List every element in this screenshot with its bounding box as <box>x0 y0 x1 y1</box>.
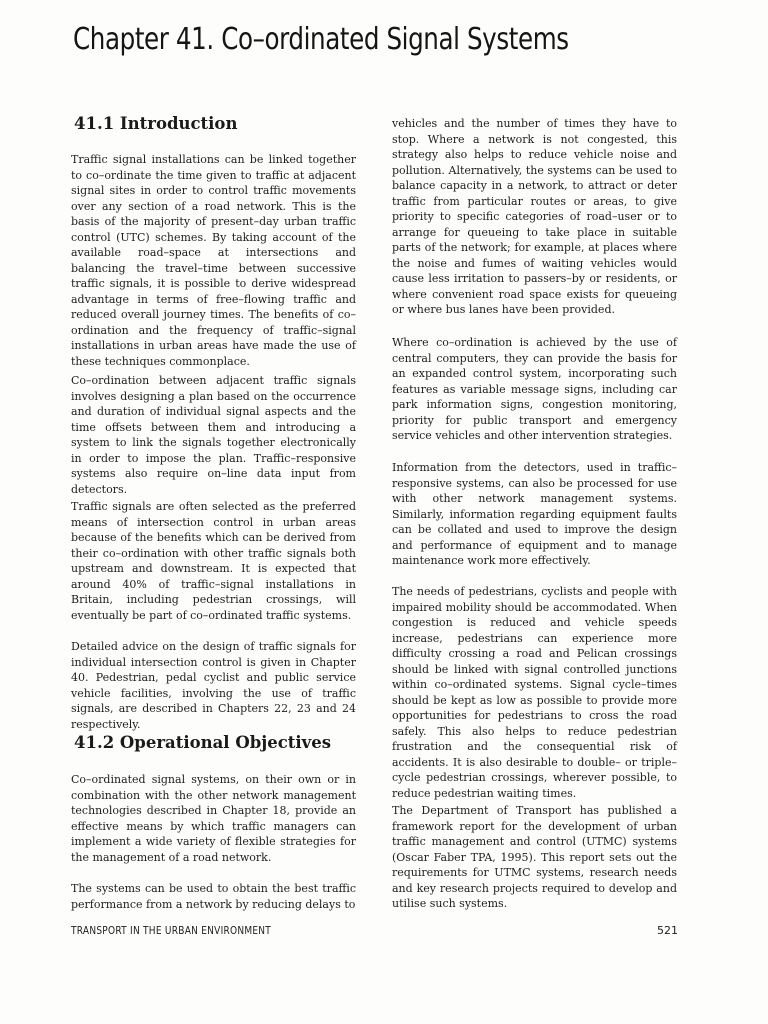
paragraph: vehicles and the number of times they have to stop. Where a network is not congested, this strategy also helps to reduce vehicle noise and pollution. Alternatively, the systems can be used to balance capacity in a network, to attract or deter traffic from particular routes or areas, to give priority to specific categories of road–user or to arrange for queueing to take place in suitable parts of the network; for example, at places where the noise and fumes of waiting vehicles would cause less irritation to passers–by or residents, or where convenient road space exists for queueing or where bus lanes have been provided. <box>392 117 677 316</box>
paragraph: The Department of Transport has published a framework report for the development of urban traffic management and control (UTMC) systems (Oscar Faber TPA, 1995). This report sets out the requirements for UTMC systems, research needs and key research projects required to develop and utilise such systems. <box>392 804 677 910</box>
paragraph: Information from the detectors, used in traffic–responsive systems, can also be processed for use with other network management systems. Similarly, information regarding equipment faults can be collated and used to improve the design and performance of equipment and to manage maintenance work more effectively. <box>392 461 677 567</box>
paragraph: Detailed advice on the design of traffic signals for individual intersection control is given in Chapter 40. Pedestrian, pedal cyclist and public service vehicle facilities, involving the use of traffic signals, are described in Chapters 22, 23 and 24 respectively. <box>71 640 356 731</box>
section-heading-introduction: 41.1 Introduction <box>74 114 238 133</box>
paragraph: Traffic signals are often selected as the preferred means of intersection control in urban areas because of the benefits which can be derived from their co–ordination with other traffic signals both upstream and downstream. It is expected that around 40% of traffic–signal installations in Britain, including pedestrian crossings, will eventually be part of co–ordinated traffic systems. <box>71 500 356 622</box>
footer-book-title: TRANSPORT IN THE URBAN ENVIRONMENT <box>71 924 272 937</box>
paragraph: The needs of pedestrians, cyclists and people with impaired mobility should be accommodated. When congestion is reduced and vehicle speeds increase, pedestrians can experience more difficulty crossing a road and Pelican crossings should be linked with signal controlled junctions within co–ordinated systems. Signal cycle–times should be kept as low as possible to provide more opportunities for pedestrians to cross the road safely. This also helps to reduce pedestrian frustration and the consequential risk of accidents. It is also desirable to double– or triple–cycle pedestrian crossings, wherever possible, to reduce pedestrian waiting times. <box>392 585 677 800</box>
paragraph: Co–ordination between adjacent traffic signals involves designing a plan based on the occurrence and duration of individual signal aspects and the time offsets between them and introducing a system to link the signals together electronically in order to impose the plan. Traffic–responsive systems also require on–line data input from detectors. <box>71 374 356 496</box>
paragraph: Traffic signal installations can be linked together to co–ordinate the time given to traffic at adjacent signal sites in order to control traffic movements over any section of a road network. This is the basis of the majority of present–day urban traffic control (UTC) schemes. By taking account of the available road–space at intersections and balancing the travel–time between successive traffic signals, it is possible to derive widespread advantage in terms of free–flowing traffic and reduced overall journey times. The benefits of co–ordination and the frequency of traffic–signal installations in urban areas have made the use of these techniques commonplace. <box>71 153 356 368</box>
paragraph: Where co–ordination is achieved by the use of central computers, they can provide the basis for an expanded control system, incorporating such features as variable message signs, including car park information signs, congestion monitoring, priority for public transport and emergency service vehicles and other intervention strategies. <box>392 336 677 442</box>
paragraph: Co–ordinated signal systems, on their own or in combination with the other network management technologies described in Chapter 18, provide an effective means by which traffic managers can implement a wide variety of flexible strategies for the management of a road network. <box>71 773 356 864</box>
section-heading-operational-objectives: 41.2 Operational Objectives <box>74 733 332 752</box>
page-number: 521 <box>657 924 678 937</box>
chapter-title: Chapter 41. Co–ordinated Signal Systems <box>73 22 569 57</box>
paragraph: The systems can be used to obtain the best traffic performance from a network by reducing delays to <box>71 882 356 911</box>
